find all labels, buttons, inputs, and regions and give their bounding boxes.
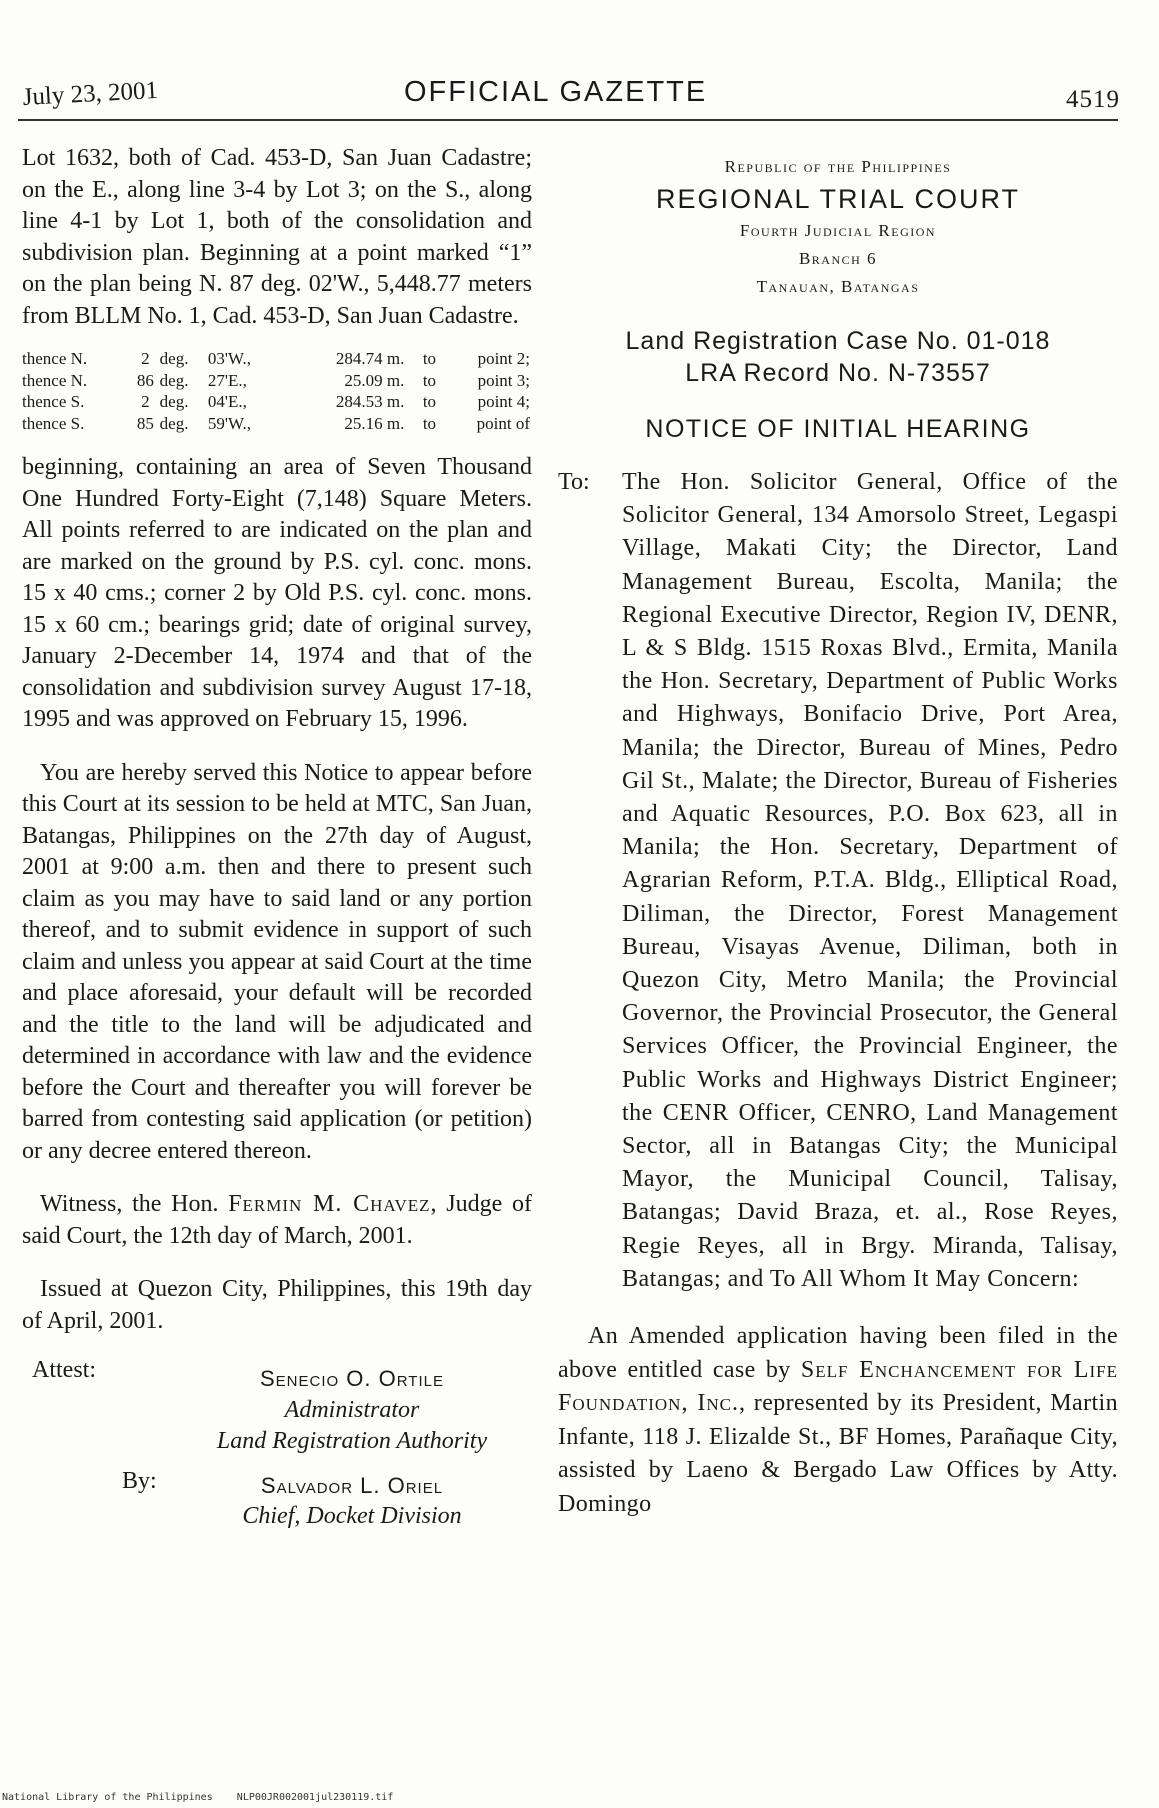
court-name: REGIONAL TRIAL COURT xyxy=(655,184,1021,214)
issue-date: July 23, 2001 xyxy=(22,76,159,111)
bearing-row xyxy=(22,413,530,435)
bearing-to: to xyxy=(422,413,437,433)
bearing-to: to xyxy=(422,392,437,411)
bearing-row xyxy=(22,370,530,392)
addressees-text: The Hon. Solicitor General, Office of the Solicitor General, 134 Amorsolo Street, Legaspi Village, Makati City; the Director, Land Management Bureau, Escolta, Manila; the Regional Executive Director, Region IV, DENR, L & S Bldg. 1515 Roxas Blvd., Ermita, Manila the Hon. Secretary, Department of Public Works and Highways, Bonifacio Drive, Port Area, Manila; the Director, Bureau of Mines, Pedro Gil St., Malate; the Director, Bureau of Fisheries and Aquatic Resources, P.O. Box 623, all in Manila; the Hon. Secretary, Department of Agrarian Reform, P.T.A. Bldg., Elliptical Road, Diliman, the Director, Forest Management Bureau, Visayas Avenue, Diliman, both in Quezon City, Metro Manila; the Provincial Governor, the Provincial Prosecutor, the General Services Officer, the Provincial Engineer, the Public Works and Highways District Engineer; the CENR Officer, CENRO, Land Management Sector, all in Batangas City; the Municipal Mayor, the Municipal Council, Talisay, Batangas; David Braza, et. al., Rose Reyes, Regie Reyes, all in Brgy. Miranda, Talisay, Batangas; and To All Whom It May Concern: xyxy=(622,469,1118,1292)
application-post: , represented by its President, Martin Infante, 118 J. Elizalde St., BF Homes, Parañaque City, assisted by Laeno & Bergado Law Offices by Atty. Domingo xyxy=(558,1390,1118,1517)
bearing-point: point 4; xyxy=(477,392,530,411)
location-line: Tanauan, Batangas xyxy=(756,277,920,296)
lra-record: LRA Record No. N-73557 xyxy=(685,359,991,387)
bearing-point: point 3; xyxy=(477,370,530,390)
by-name: Salvador L. Oriel xyxy=(260,1472,444,1498)
bearing-degrees: 2 xyxy=(141,392,150,411)
bearing-distance: 284.74 m. xyxy=(335,349,405,368)
issued-paragraph: Issued at Quezon City, Philippines, this 19th day of April, 2001. xyxy=(22,1276,532,1334)
witness-pre: Witness, the Hon. xyxy=(40,1191,229,1217)
addressees-block xyxy=(558,466,1118,1296)
attest-label: Attest: xyxy=(32,1357,96,1383)
notice-title: NOTICE OF INITIAL HEARING xyxy=(645,415,1031,443)
by-label: By: xyxy=(122,1467,157,1494)
court-heading xyxy=(558,153,1118,301)
bearing-unit: deg. xyxy=(159,370,189,390)
bearing-degrees: 2 xyxy=(141,349,150,368)
bearing-degrees: 86 xyxy=(136,370,154,390)
bearing-row xyxy=(22,391,530,413)
attest-row xyxy=(22,1355,532,1389)
case-info xyxy=(558,325,1118,389)
bearing-direction: thence N. xyxy=(22,370,88,390)
left-column xyxy=(22,143,532,1533)
attest-block xyxy=(22,1355,532,1533)
bearing-direction: thence S. xyxy=(22,392,85,411)
bearing-distance: 284.53 m. xyxy=(335,392,405,411)
page-number: 4519 xyxy=(1066,86,1120,113)
to-label: To: xyxy=(558,469,590,495)
attest-agency: Land Registration Authority xyxy=(216,1428,488,1454)
bearing-unit: deg. xyxy=(159,349,189,368)
judge-name: Fermin M. Chavez xyxy=(228,1191,431,1217)
service-notice: You are hereby served this Notice to appear before this Court at its session to be held at MTC, San Juan, Batangas, Philippines on the 27th day of August, 2001 at 9:00 a.m. then and there to present such claim as you may have to said land or any portion thereof, and to submit evidence in support of such claim and unless you appear at said Court at the time and place aforesaid, your default will be recorded and the title to the land will be adjudicated and determined in accordance with law and the evidence before the Court and thereafter you will forever be barred from contesting said application (or petition) or any decree entered thereon. xyxy=(22,759,532,1164)
by-row xyxy=(22,1466,532,1500)
bearing-direction: thence S. xyxy=(22,413,85,433)
bearing-minutes: 59'W., xyxy=(207,413,251,433)
bearing-unit: deg. xyxy=(159,413,189,433)
region-line: Fourth Judicial Region xyxy=(739,221,937,240)
bearing-to: to xyxy=(422,370,437,390)
attest-title: Administrator xyxy=(284,1396,420,1423)
witness-post: , Judge of said Court, the 12th day of March, 2001. xyxy=(22,1191,532,1249)
bearing-unit: deg. xyxy=(159,392,189,411)
bearing-row xyxy=(22,348,530,370)
bearing-distance: 25.16 m. xyxy=(344,413,405,433)
publication-title: OFFICIAL GAZETTE xyxy=(404,76,708,108)
area-description: beginning, containing an area of Seven Thousand One Hundred Forty-Eight (7,148) Square Meters. All points referred to are indicated on the plan and are marked on the ground by P.S. cyl. conc. mons. 15 x 40 cms.; corner 2 by Old P.S. cyl. conc. mons. 15 x 60 cm.; bearings grid; date of original survey, January 2-December 14, 1974 and that of the consolidation and subdivision survey August 17-18, 1995 and was approved on February 15, 1996. xyxy=(22,454,532,732)
bearing-to: to xyxy=(422,349,437,368)
bearing-minutes: 03'W., xyxy=(207,349,251,368)
republic-line: Republic of the Philippines xyxy=(724,157,952,176)
bearing-direction: thence N. xyxy=(22,349,88,368)
case-number: Land Registration Case No. 01-018 xyxy=(625,327,1051,355)
application-paragraph xyxy=(558,1320,1118,1521)
witness-paragraph xyxy=(22,1189,532,1252)
bearing-point: point of xyxy=(476,413,530,433)
bearing-degrees: 85 xyxy=(136,413,154,433)
application-pre: An Amended application having been filed in the above entitled case by xyxy=(558,1323,1118,1383)
bearing-distance: 25.09 m. xyxy=(344,370,405,390)
applicant-name: Self Enchancement for Life Foundation, Inc. xyxy=(558,1356,1119,1417)
bearing-minutes: 04'E., xyxy=(207,392,247,411)
bearing-minutes: 27'E., xyxy=(207,370,247,390)
bearing-point: point 2; xyxy=(477,349,530,368)
lot-description: Lot 1632, both of Cad. 453-D, San Juan Cadastre; on the E., along line 3-4 by Lot 3; on the S., along line 4-1 by Lot 1, both of the consolidation and subdivision plan. Beginning at a point marked “1” on the plan being N. 87 deg. 02'W., 5,448.77 meters from BLLM No. 1, Cad. 453-D, San Juan Cadastre. xyxy=(22,145,532,329)
branch-line: Branch 6 xyxy=(798,249,878,268)
scan-footer: National Library of the Philippines NLP00JR002001jul230119.tif xyxy=(2,1792,394,1803)
attest-name: Senecio O. Ortile xyxy=(260,1366,444,1391)
bearings-table xyxy=(22,348,530,434)
right-column xyxy=(558,153,1118,1545)
by-title: Chief, Docket Division xyxy=(242,1503,462,1529)
header-rule xyxy=(18,119,1118,121)
